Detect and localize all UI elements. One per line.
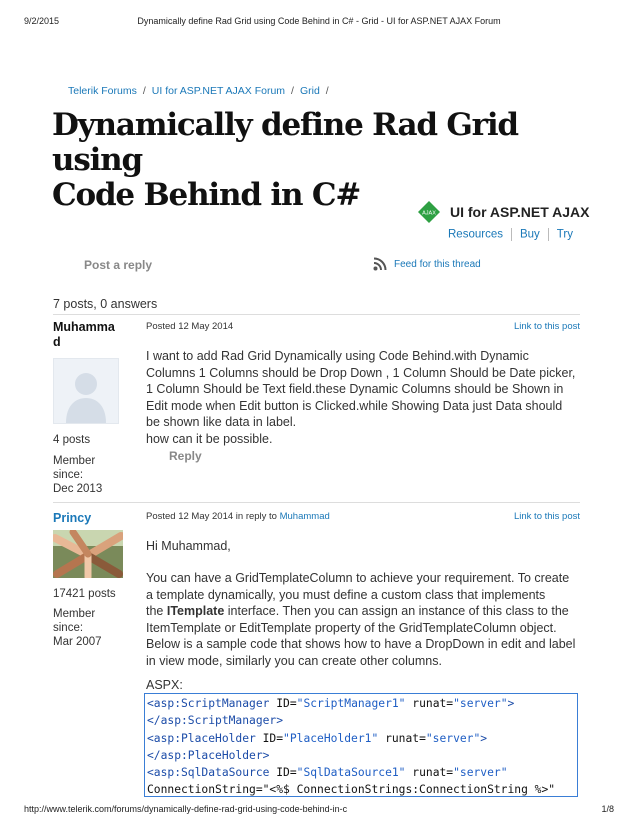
author-name-line: d (53, 335, 61, 349)
code-line (147, 730, 575, 747)
code-tag-end: > (480, 731, 488, 745)
post-body (146, 348, 582, 447)
code-value: "server" (425, 731, 481, 745)
reply-to-link[interactable]: Muhammad (279, 511, 330, 522)
avatar[interactable] (53, 530, 123, 578)
member-since (53, 454, 102, 496)
since-date: Dec 2013 (53, 483, 103, 495)
code-attr: ID= (255, 731, 284, 745)
greeting: Hi Muhammad, (146, 539, 231, 553)
code-line (147, 764, 575, 781)
body-line: in view mode, similarly you can create other columns. (146, 653, 442, 668)
posted-text: Posted 12 May 2014 in reply to (146, 511, 277, 522)
code-attr: runat= (405, 697, 454, 710)
body-line: You can have a GridTemplateColumn to achieve your requirement. To create (146, 571, 570, 585)
body-line: Columns 1 Columns should be Drop Down , 1 Column Should be Date picker, (146, 365, 576, 380)
body-line: 1 Column Should be Text field.these Dynamic Columns should be Shown in (146, 382, 564, 396)
body-text-segment: interface. Then you can assign an instance of this class to the (227, 604, 569, 618)
code-tag: </asp:PlaceHolder> (147, 748, 270, 762)
code-attr: ID= (269, 766, 297, 780)
breadcrumb-separator: / (325, 85, 329, 97)
post-reply-button[interactable]: Post a reply (84, 258, 153, 272)
page-title-line: Code Behind in C# (52, 177, 361, 213)
print-title: Dynamically define Rad Grid using Code Behind in C# - Grid - UI for ASP.NET AJAX Forum (137, 16, 501, 26)
code-value: "ScriptManager1" (296, 697, 406, 710)
code-value: "PlaceHolder1" (283, 731, 379, 745)
post-count: 4 posts (53, 434, 91, 446)
code-value: "server" (453, 697, 508, 710)
product-logo-icon[interactable] (418, 201, 440, 223)
default-user-icon (54, 359, 118, 423)
code-label: ASPX: (146, 678, 183, 692)
product-logo-text: AJAX (422, 210, 436, 217)
post-author[interactable]: Princy (53, 511, 92, 525)
code-value: "server" (453, 766, 508, 780)
member-label: Member (53, 455, 96, 467)
body-line: be shown like data in label. (146, 415, 297, 429)
since-date: Mar 2007 (53, 636, 102, 648)
product-links (448, 228, 573, 241)
code-line (147, 712, 575, 729)
breadcrumb-grid[interactable]: Grid (299, 85, 320, 97)
since-label: since: (53, 622, 84, 634)
breadcrumb-separator: / (291, 85, 294, 97)
posts-summary: 7 posts, 0 answers (53, 297, 158, 311)
code-attr: runat= (405, 766, 454, 780)
breadcrumb-separator: / (142, 85, 146, 97)
code-tag: <asp:SqlDataSource (147, 766, 270, 780)
feed-link[interactable]: Feed for this thread (394, 259, 481, 270)
body-line: ItemTemplate or EditTemplate property of the GridTemplateColumn object. (146, 620, 557, 635)
post-body (146, 570, 582, 669)
rss-feed-icon[interactable] (373, 257, 387, 271)
code-attr: ID= (269, 697, 297, 710)
reply-button[interactable]: Reply (169, 449, 202, 463)
print-date: 9/2/2015 (24, 16, 60, 26)
divider (53, 502, 580, 503)
code-tag: <asp:PlaceHolder (147, 731, 256, 745)
body-line: Edit mode when Edit button is Clicked.while Showing Data just Data should (146, 398, 563, 413)
print-url: http://www.telerik.com/forums/dynamically-define-rad-grid-using-code-behind-in-c (24, 804, 348, 814)
link-to-post[interactable]: Link to this post (513, 321, 580, 332)
posted-date: Posted 12 May 2014 (146, 321, 234, 332)
body-line (146, 603, 582, 620)
avatar[interactable] (53, 358, 119, 424)
body-line: Below is a sample code that shows how to have a DropDown in edit and label (146, 637, 576, 651)
code-attr: runat= (378, 731, 426, 745)
team-hands-image (53, 530, 123, 578)
body-line: a template dynamically, you must define a custom class that implements (146, 587, 546, 602)
itemplate-term: ITemplate (166, 604, 225, 618)
body-text-segment: the (146, 604, 164, 618)
member-label: Member (53, 608, 96, 620)
post-count: 17421 posts (53, 588, 116, 600)
code-line (147, 747, 575, 764)
member-since (53, 607, 102, 649)
code-tag: </asp:ScriptManager> (147, 714, 284, 728)
try-link[interactable]: Try (556, 228, 573, 241)
breadcrumb-ui-for-aspnet-ajax-forum[interactable]: UI for ASP.NET AJAX Forum (151, 85, 286, 97)
posted-date (146, 511, 330, 522)
body-line: how can it be possible. (146, 431, 273, 446)
page-title (52, 108, 572, 213)
page-title-line: Dynamically define Rad Grid using (52, 107, 518, 178)
link-divider (511, 228, 512, 241)
breadcrumb-telerik-forums[interactable]: Telerik Forums (68, 85, 137, 97)
code-tag: <asp:ScriptManager (147, 697, 270, 710)
author-name-line: Muhamma (53, 320, 115, 334)
link-divider (548, 228, 549, 241)
code-value: "SqlDataSource1" (296, 766, 406, 780)
post-author[interactable] (53, 320, 123, 350)
code-line: ConnectionString="<%$ ConnectionStrings:ConnectionString %>" (147, 783, 556, 797)
resources-link[interactable]: Resources (448, 228, 503, 241)
divider (53, 314, 580, 315)
code-line (147, 695, 575, 712)
body-line: I want to add Rad Grid Dynamically using Code Behind.with Dynamic (146, 349, 529, 363)
link-to-post[interactable]: Link to this post (513, 511, 580, 522)
page-number: 1/8 (601, 804, 614, 814)
since-label: since: (53, 469, 84, 481)
code-block[interactable] (144, 693, 578, 797)
buy-link[interactable]: Buy (519, 228, 540, 241)
product-name[interactable]: UI for ASP.NET AJAX (450, 204, 590, 220)
breadcrumb (68, 85, 335, 97)
code-tag-end: > (507, 697, 515, 710)
